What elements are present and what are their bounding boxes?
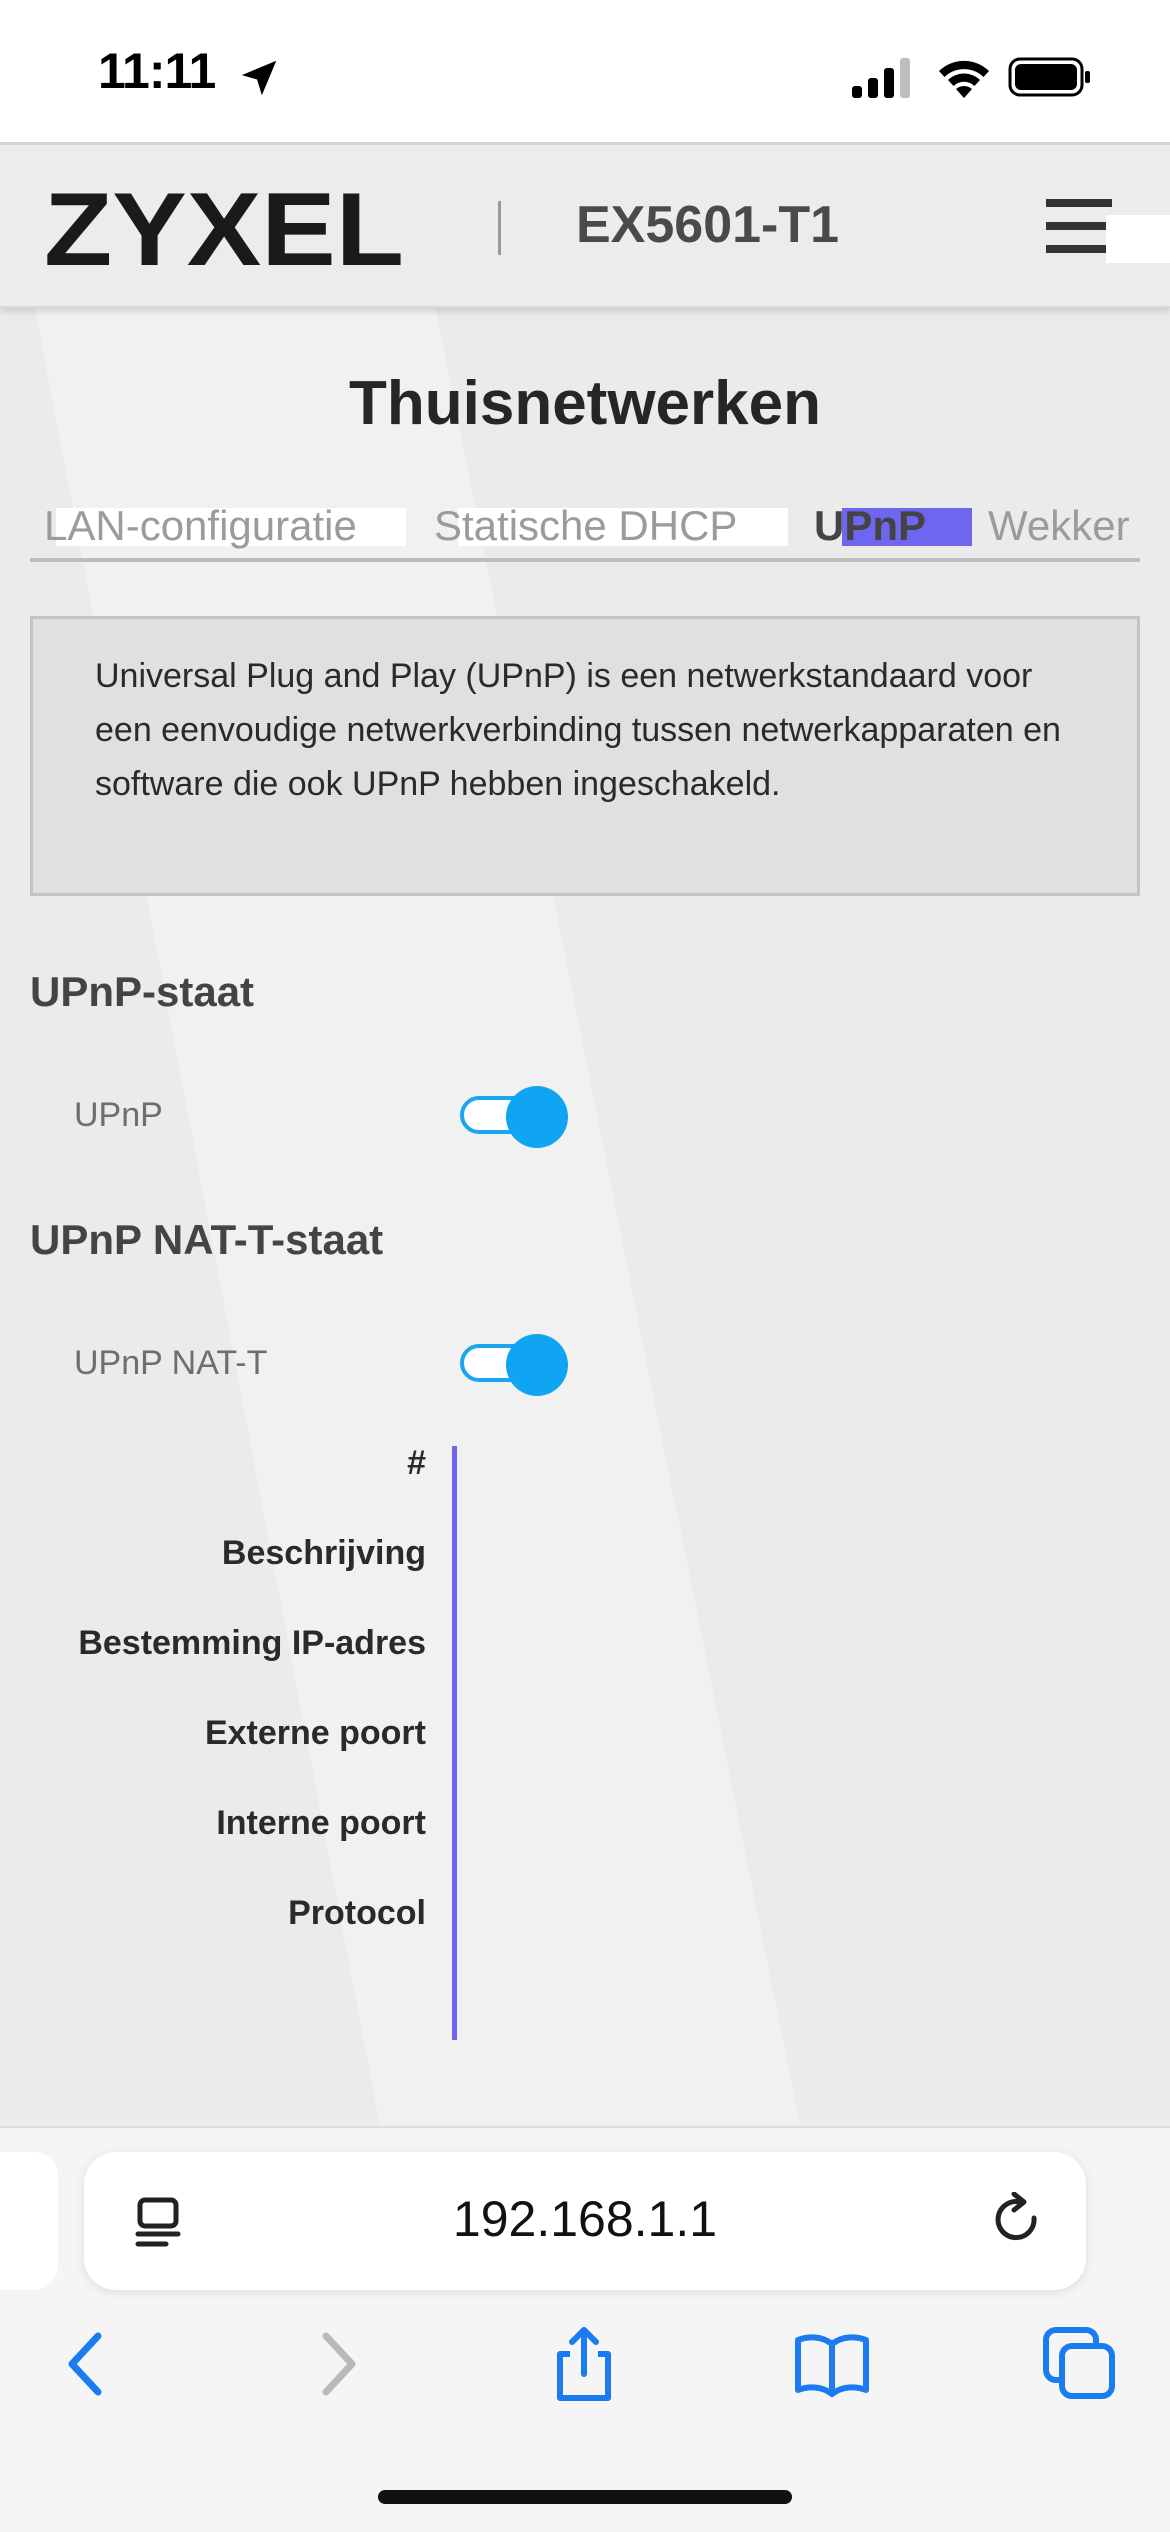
tabs-icon[interactable] xyxy=(1040,2324,1120,2404)
tab-bar xyxy=(30,502,1140,562)
tab-statische-dhcp[interactable]: Statische DHCP xyxy=(434,502,738,549)
table-header-externe-poort: Externe poort xyxy=(204,1714,426,1752)
wifi-icon xyxy=(936,56,992,98)
table-header-protocol: Protocol xyxy=(288,1894,426,1932)
previous-tab-preview[interactable] xyxy=(0,2152,58,2290)
info-text: Universal Plug and Play (UPnP) is een netwerkstandaard voor een eenvoudige netwerkverbinding tussen netwerkapparaten en software die ook UPnP hebben ingeschakeld. xyxy=(95,657,1061,803)
url-text[interactable]: 192.168.1.1 xyxy=(452,2191,718,2247)
upnp-state-heading: UPnP-staat xyxy=(30,968,255,1015)
tab-wekker[interactable]: Wekker xyxy=(988,502,1130,549)
redaction-patch xyxy=(1106,215,1170,263)
browser-toolbar xyxy=(0,2126,1170,2532)
tab-lan-configuratie[interactable]: LAN-configuratie xyxy=(44,502,357,549)
info-box xyxy=(30,616,1140,896)
forward-chevron-icon[interactable] xyxy=(298,2324,378,2404)
cellular-signal-icon xyxy=(852,58,914,98)
router-page xyxy=(0,142,1170,2126)
share-icon[interactable] xyxy=(544,2324,624,2404)
upnp-nat-t-state-heading: UPnP NAT-T-staat xyxy=(30,1216,384,1263)
table-header-number: # xyxy=(407,1444,426,1482)
upnp-toggle-knob xyxy=(506,1086,568,1148)
tab-upnp[interactable]: UPnP xyxy=(814,502,927,549)
table-divider xyxy=(452,1446,457,2040)
upnp-nat-t-label: UPnP NAT-T xyxy=(74,1344,268,1382)
location-arrow-icon xyxy=(236,55,282,101)
upnp-nat-t-toggle[interactable] xyxy=(458,1334,570,1394)
background-diagonal-shade xyxy=(0,142,1170,2126)
hamburger-menu-icon[interactable] xyxy=(1046,199,1112,259)
table-header-interne-poort: Interne poort xyxy=(216,1804,426,1842)
upnp-nat-t-toggle-knob xyxy=(506,1334,568,1396)
address-bar[interactable] xyxy=(84,2152,1086,2290)
zyxel-logo xyxy=(44,183,408,273)
svg-text:ZYXEL: ZYXEL xyxy=(44,183,404,273)
page-title: Thuisnetwerken xyxy=(349,369,821,438)
home-indicator xyxy=(378,2490,792,2504)
header-divider xyxy=(498,201,501,255)
upnp-label: UPnP xyxy=(74,1096,163,1134)
back-chevron-icon[interactable] xyxy=(46,2324,126,2404)
status-time: 11:11 xyxy=(98,43,216,99)
battery-icon xyxy=(1008,56,1092,98)
table-header-beschrijving: Beschrijving xyxy=(221,1534,426,1572)
upnp-toggle[interactable] xyxy=(458,1086,570,1146)
status-bar xyxy=(0,0,1170,142)
reload-icon[interactable] xyxy=(990,2192,1046,2250)
router-header xyxy=(0,142,1170,308)
model-name: EX5601-T1 xyxy=(576,196,840,254)
bookmarks-icon[interactable] xyxy=(792,2324,872,2404)
table-header-bestemming-ip: Bestemming IP-adres xyxy=(78,1624,426,1662)
